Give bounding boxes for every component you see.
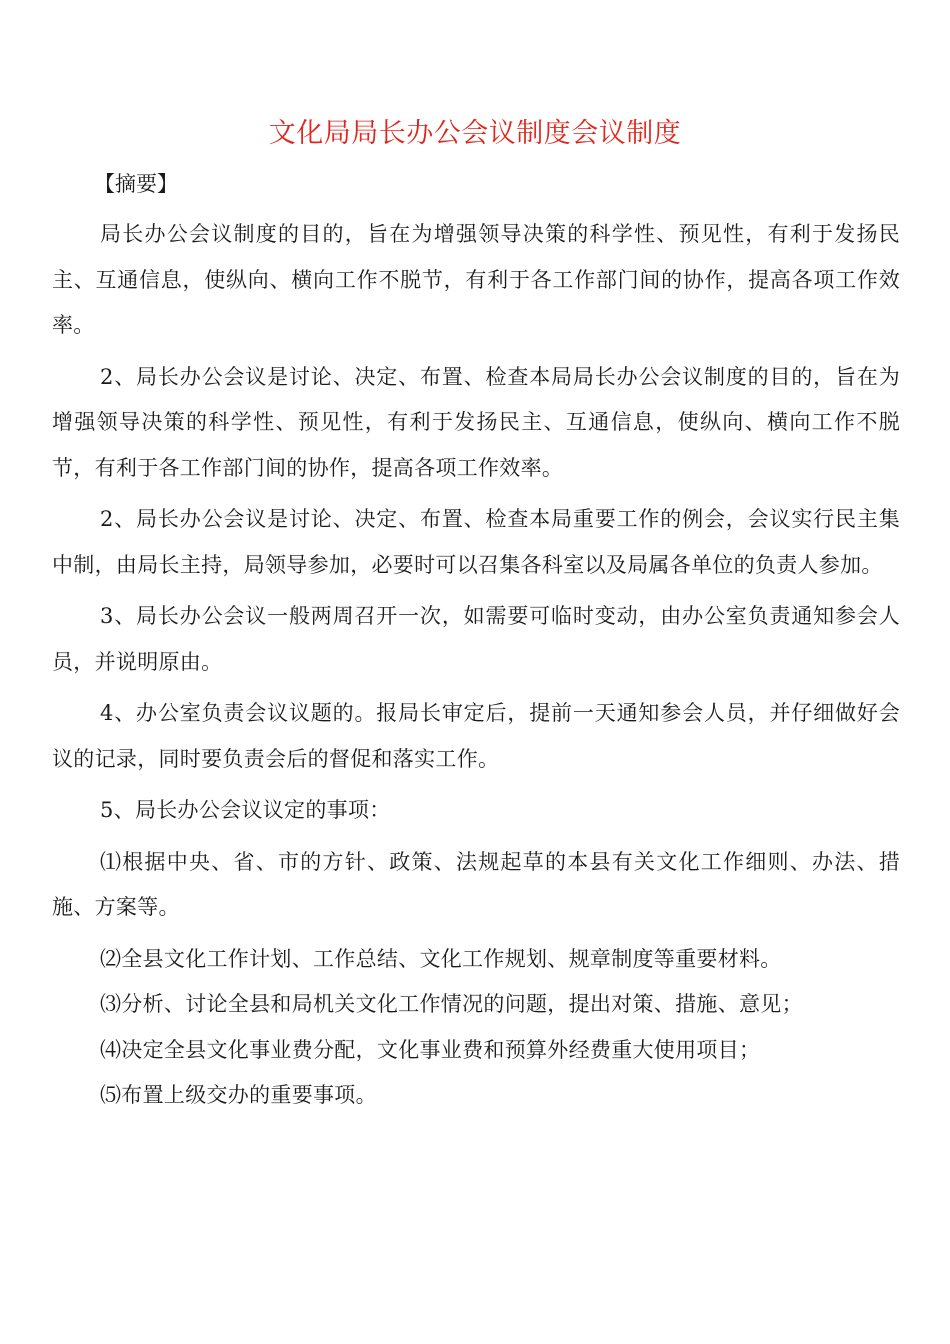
list-item-5: ⑸布置上级交办的重要事项。	[100, 1083, 377, 1107]
paragraph-2a: 2、局长办公会议是讨论、决定、布置、检查本局局长办公会议制度的目的，旨在为增强领导决策的科学性、预见性，有利于发扬民主、互通信息，使纵向、横向工作不脱节，有利于各工作部门间的协作，提高各项工作效率。	[52, 364, 900, 480]
paragraph-3: 3、局长办公会议一般两周召开一次，如需要可临时变动，由办公室负责通知参会人员，并说明原由。	[52, 604, 900, 674]
document-title: 文化局局长办公会议制度会议制度	[268, 118, 682, 149]
document-body	[52, 168, 900, 1119]
paragraph-4: 4、办公室负责会议议题的。报局长审定后，提前一天通知参会人员，并仔细做好会议的记录，同时要负责会后的督促和落实工作。	[52, 701, 900, 771]
paragraph-5: 5、局长办公会议议定的事项：	[100, 798, 391, 822]
list-item-4: ⑷决定全县文化事业费分配，文化事业费和预算外经费重大使用项目；	[100, 1037, 761, 1062]
abstract-label: 【摘要】	[94, 172, 178, 196]
list-item-2: ⑵全县文化工作计划、工作总结、文化工作规划、规章制度等重要材料。	[100, 946, 782, 971]
paragraph-purpose: 局长办公会议制度的目的，旨在为增强领导决策的科学性、预见性，有利于发扬民主、互通信息，使纵向、横向工作不脱节，有利于各工作部门间的协作，提高各项工作效率。	[52, 222, 900, 337]
list-item-1: ⑴根据中央、省、市的方针、政策、法规起草的本县有关文化工作细则、办法、措施、方案等。	[52, 849, 900, 919]
paragraph-2b: 2、局长办公会议是讨论、决定、布置、检查本局重要工作的例会，会议实行民主集中制，由局长主持，局领导参加，必要时可以召集各科室以及局属各单位的负责人参加。	[52, 507, 900, 577]
list-item-3: ⑶分析、讨论全县和局机关文化工作情况的问题，提出对策、措施、意见；	[100, 992, 803, 1016]
